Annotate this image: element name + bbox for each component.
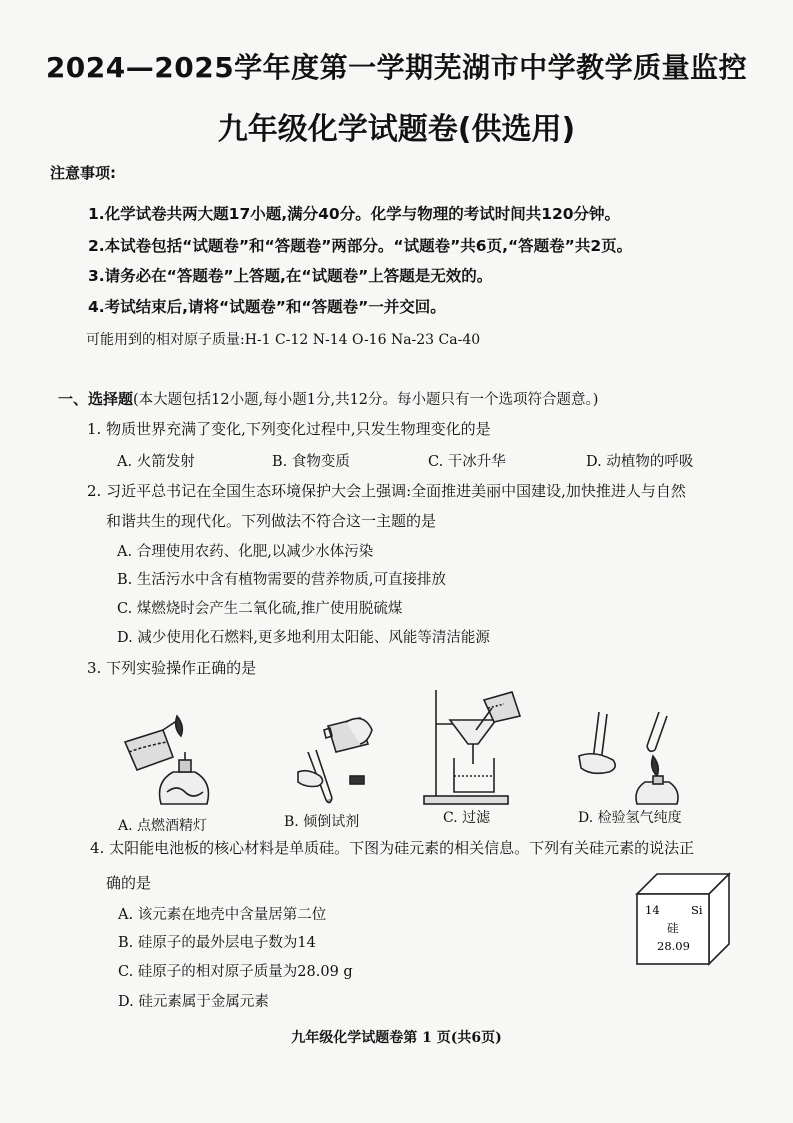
question-1-option-a: A. 火箭发射: [117, 454, 195, 470]
page-footer: 九年级化学试题卷第 1 页(共6页): [291, 1030, 502, 1046]
element-number: 14: [645, 903, 660, 917]
question-2-option-c: C. 煤燃烧时会产生二氧化硫,推广使用脱硫煤: [117, 601, 403, 617]
element-name: 硅: [667, 921, 679, 935]
section-desc: (本大题包括12小题,每小题1分,共12分。每小题只有一个选项符合题意。): [133, 392, 599, 408]
figure-c-filtration: [418, 686, 538, 810]
figure-c-caption: C. 过滤: [443, 810, 491, 826]
question-4-option-d: D. 硅元素属于金属元素: [118, 994, 269, 1010]
figure-b-caption: B. 倾倒试剂: [284, 814, 360, 830]
figure-d-caption: D. 检验氢气纯度: [578, 810, 682, 826]
element-symbol: Si: [691, 903, 703, 917]
question-2-stem-line2: 和谐共生的现代化。下列做法不符合这一主题的是: [106, 512, 437, 530]
silicon-element-cube: [633, 870, 733, 970]
question-4-option-b: B. 硅原子的最外层电子数为14: [118, 935, 316, 951]
question-2-option-b: B. 生活污水中含有植物需要的营养物质,可直接排放: [117, 572, 446, 588]
figure-a-alcohol-lamp: [115, 712, 230, 812]
question-1-option-d: D. 动植物的呼吸: [586, 454, 694, 470]
notice-item-4: 4.考试结束后,请将“试题卷”和“答题卷”一并交回。: [88, 298, 446, 316]
question-4-option-c: C. 硅原子的相对原子质量为28.09 g: [118, 964, 353, 980]
element-mass: 28.09: [657, 939, 690, 953]
figure-d-hydrogen-test: [573, 706, 693, 810]
question-2-option-d: D. 减少使用化石燃料,更多地利用太阳能、风能等清洁能源: [117, 630, 490, 646]
question-4-stem-line2: 确的是: [106, 874, 152, 892]
exam-title: 2024—2025学年度第一学期芜湖市中学教学质量监控: [45, 51, 748, 84]
figure-a-caption: A. 点燃酒精灯: [118, 818, 208, 834]
question-1-stem: 1. 物质世界充满了变化,下列变化过程中,只发生物理变化的是: [87, 420, 491, 438]
atomic-masses: 可能用到的相对原子质量:H-1 C-12 N-14 O-16 Na-23 Ca-40: [86, 332, 481, 348]
section-heading: [58, 388, 598, 409]
notice-heading: 注意事项:: [50, 164, 116, 182]
question-3-stem: 3. 下列实验操作正确的是: [87, 659, 257, 677]
exam-subtitle: 九年级化学试题卷(供选用): [217, 112, 576, 147]
question-1-option-c: C. 干冰升华: [428, 454, 506, 470]
notice-item-2: 2.本试卷包括“试题卷”和“答题卷”两部分。“试题卷”共6页,“答题卷”共2页。: [88, 237, 633, 255]
notice-item-3: 3.请务必在“答题卷”上答题,在“试题卷”上答题是无效的。: [88, 267, 493, 285]
notice-item-1: 1.化学试卷共两大题17小题,满分40分。化学与物理的考试时间共120分钟。: [88, 205, 621, 223]
question-1-option-b: B. 食物变质: [272, 454, 350, 470]
question-2-option-a: A. 合理使用农药、化肥,以减少水体污染: [117, 544, 374, 560]
figure-b-pouring-reagent: [268, 712, 378, 812]
question-2-stem-line1: 2. 习近平总书记在全国生态环境保护大会上强调:全面推进美丽中国建设,加快推进人与自然: [87, 482, 686, 500]
question-4-stem-line1: 4. 太阳能电池板的核心材料是单质硅。下图为硅元素的相关信息。下列有关硅元素的说法正: [90, 839, 695, 857]
question-4-option-a: A. 该元素在地壳中含量居第二位: [118, 907, 327, 923]
section-title: 一、选择题: [58, 390, 134, 408]
